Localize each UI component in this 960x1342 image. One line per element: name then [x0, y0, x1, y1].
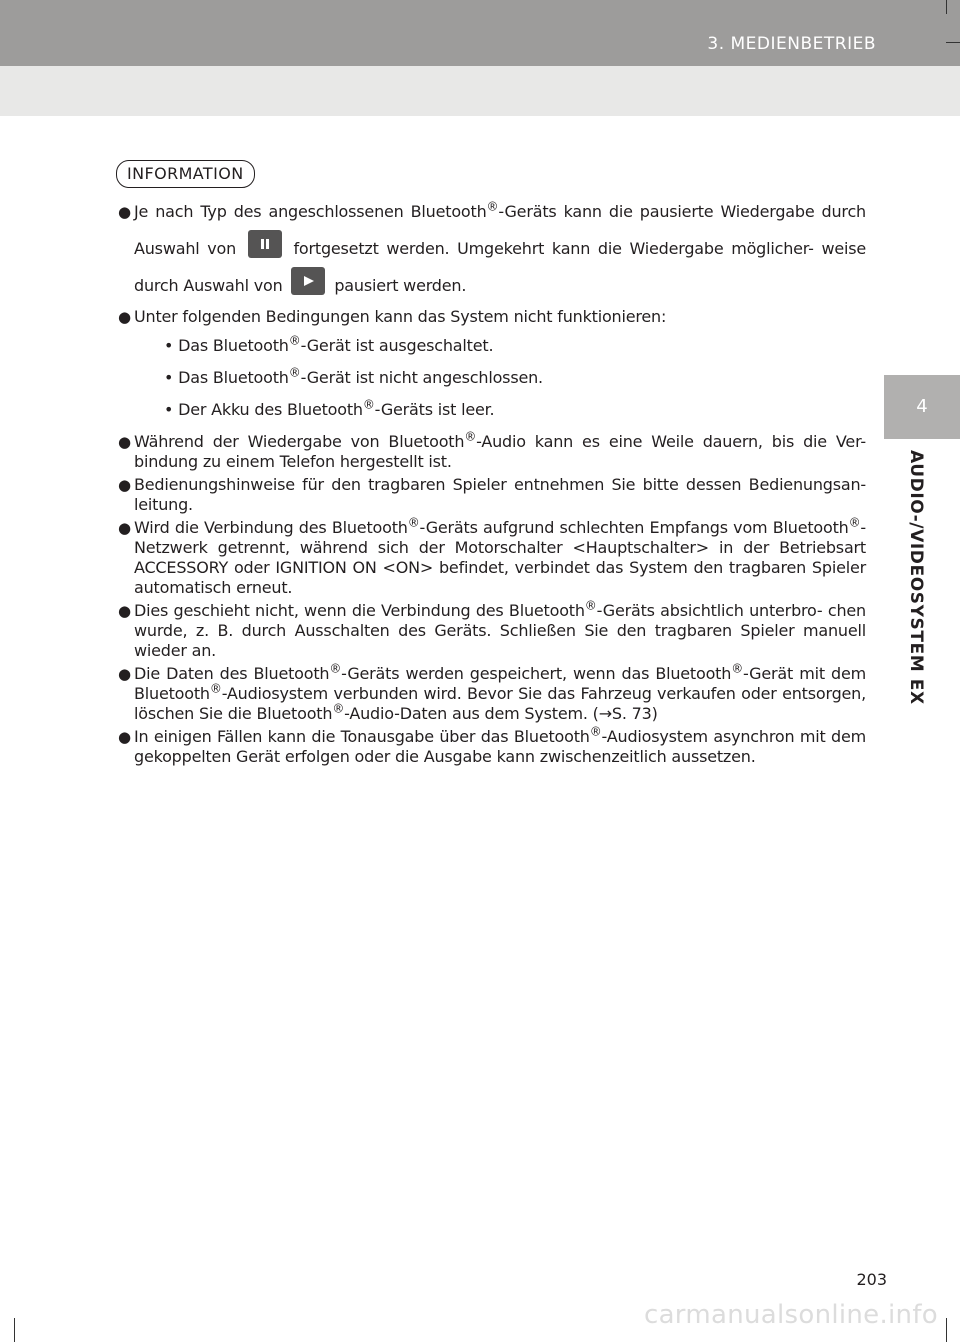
- header-band: [0, 66, 960, 116]
- crop-mark: [14, 1318, 15, 1342]
- bullet-icon: ●: [118, 728, 131, 746]
- list-item: ● Bedienungshinweise für den tragbaren Spieler entnehmen Sie bitte dessen Bedienungsan- leitung.: [118, 475, 866, 514]
- registered-mark: ®: [486, 199, 499, 214]
- chapter-label: AUDIO-/VIDEOSYSTEM EX: [906, 450, 926, 705]
- section-title: 3. MEDIENBETRIEB: [707, 34, 876, 54]
- chapter-tab: 4: [884, 375, 960, 439]
- item-text: -Geräts kann die pausierte Wiedergabe durch Auswahl von: [134, 202, 866, 258]
- list-item: ● Dies geschieht nicht, wenn die Verbindung des Bluetooth®-Geräts absichtlich unterbro- chen wurde, z. B. durch Ausschalten des Geräts. Schließen Sie den tragbaren Spieler manuell wieder an.: [118, 598, 866, 660]
- list-item: [118, 194, 866, 304]
- item-text: pausiert werden.: [334, 276, 467, 295]
- item-text: Je nach Typ des angeschlossenen Bluetooth: [134, 202, 487, 221]
- list-item: ● Wird die Verbindung des Bluetooth®-Geräts aufgrund schlechten Empfangs vom Bluetooth®-Netzwerk getrennt, während sich der Motorschalter <Hauptschalter> in der Betriebsart ACCESSORY oder IGNITION ON <ON> befindet, verbindet das System den tragbaren Spieler automatisch erneut.: [118, 515, 866, 597]
- bullet-icon: ●: [118, 308, 131, 326]
- play-icon: [291, 267, 325, 295]
- watermark: carmanualsonline.info: [643, 1300, 938, 1330]
- page-number: 203: [856, 1270, 887, 1289]
- header-bar: [0, 0, 960, 66]
- item-text: fortgesetzt werden. Umgekehrt kann die Wiedergabe möglicher- weise durch Auswahl von: [134, 239, 866, 295]
- registered-mark: ®: [332, 701, 345, 716]
- crop-mark: [946, 1318, 947, 1342]
- registered-mark: ®: [288, 365, 301, 380]
- registered-mark: ®: [362, 397, 375, 412]
- pause-icon: [248, 230, 282, 258]
- sub-list-item: • Der Akku des Bluetooth®-Geräts ist leer.: [164, 397, 495, 419]
- registered-mark: ®: [288, 333, 301, 348]
- sub-list: [134, 333, 866, 420]
- crop-mark: [946, 42, 960, 43]
- sub-list-item: • Das Bluetooth®-Gerät ist ausgeschaltet.: [164, 333, 494, 355]
- crop-mark: [946, 0, 947, 14]
- list-item: ● In einigen Fällen kann die Tonausgabe über das Bluetooth®-Audiosystem asynchron mit dem gekoppelten Gerät erfolgen oder die Ausgabe kann zwischenzeitlich aussetzen.: [118, 724, 866, 766]
- list-item: ● Während der Wiedergabe von Bluetooth®-Audio kann es eine Weile dauern, bis die Ver- bindung zu einem Telefon hergestellt ist.: [118, 429, 866, 471]
- registered-mark: ®: [329, 661, 342, 676]
- information-content: [118, 194, 866, 770]
- registered-mark: ®: [209, 681, 222, 696]
- registered-mark: ®: [731, 661, 744, 676]
- registered-mark: ®: [464, 429, 477, 444]
- list-item: ● Die Daten des Bluetooth®-Geräts werden gespeichert, wenn das Bluetooth®-Gerät mit dem Bluetooth®-Audiosystem verbunden wird. Bevor Sie das Fahrzeug verkaufen oder entsorgen, löschen Sie die Bluetooth®-Audio-Daten aus dem System. (→S. 73): [118, 661, 866, 723]
- bullet-icon: ●: [118, 476, 131, 494]
- bullet-icon: ●: [118, 519, 131, 537]
- bullet-icon: ●: [118, 665, 131, 683]
- list-item: [118, 307, 866, 420]
- registered-mark: ®: [584, 598, 597, 613]
- bullet-icon: ●: [118, 203, 131, 221]
- bullet-icon: ●: [118, 433, 131, 451]
- registered-mark: ®: [848, 515, 861, 530]
- item-text: Unter folgenden Bedingungen kann das System nicht funktionieren:: [134, 307, 667, 326]
- sub-list-item: • Das Bluetooth®-Gerät ist nicht angeschlossen.: [164, 365, 543, 387]
- information-label: INFORMATION: [116, 160, 255, 188]
- registered-mark: ®: [407, 515, 420, 530]
- registered-mark: ®: [589, 724, 602, 739]
- bullet-icon: ●: [118, 602, 131, 620]
